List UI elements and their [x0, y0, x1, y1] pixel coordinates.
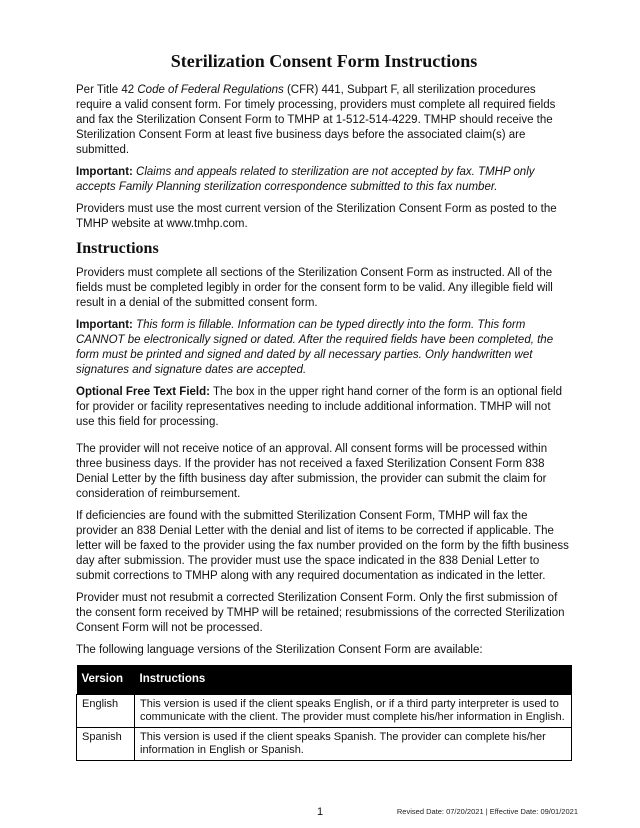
important-label: Important:	[76, 166, 133, 178]
intro-cfr-title: Code of Federal Regulations	[137, 84, 284, 96]
instructions-paragraph-versions: The following language versions of the Sterilization Consent Form are available:	[76, 644, 483, 656]
instructions-paragraph-approval: The provider will not receive notice of an approval. All consent forms will be processed within three business days. If the provider has not received a faxed Sterilization Consent Form 838 Denial Letter by the fifth business day after submission, the provider can submit the claim for consideration of reimbursement.	[76, 443, 548, 500]
instructions-paragraph-resubmit: Provider must not resubmit a corrected Sterilization Consent Form. Only the first submission of the consent form received by TMHP will be retained; resubmissions of the corrected Sterilization Consent Form will not be processed.	[76, 592, 565, 634]
document-page	[76, 50, 572, 761]
table-header-row	[77, 665, 572, 695]
intro-paragraph	[76, 83, 572, 158]
table-cell-instructions: This version is used if the client speaks English, or if a third party interpreter is used to communicate with the client. The provider must complete his/her information in English.	[135, 695, 572, 728]
document-title: Sterilization Consent Form Instructions	[170, 51, 478, 71]
table-cell-version: Spanish	[77, 728, 135, 761]
instructions-paragraph-1: Providers must complete all sections of the Sterilization Consent Form as instructed. All of the fields must be completed legibly in order for the consent form to be valid. Any illegible field will result in a denial of the submitted consent form.	[76, 267, 553, 309]
table-row	[77, 728, 572, 761]
important-label: Important:	[76, 319, 133, 331]
optional-field-text: The box in the upper right hand corner of the form is an optional field for provider or facility representatives needing to include additional information. TMHP will not use this field for processing.	[76, 386, 562, 428]
intro-important-note	[76, 165, 572, 195]
important-text: Claims and appeals related to sterilization are not accepted by fax. TMHP only accepts Family Planning sterilization correspondence submitted to this fax number.	[76, 166, 535, 193]
table-cell-version: English	[77, 695, 135, 728]
instructions-paragraph-deficiencies: If deficiencies are found with the submitted Sterilization Consent Form, TMHP will fax the provider an 838 Denial Letter with the denial and list of items to be corrected if applicable. The letter will be faxed to the provider using the fax number provided on the form by the fifth business day after submission. The provider must use the space indicated in the 838 Denial Letter to submit corrections to TMHP along with any required documentation as indicated in the letter.	[76, 510, 569, 582]
table-row	[77, 695, 572, 728]
optional-field-paragraph	[76, 385, 572, 430]
table-cell-instructions: This version is used if the client speaks Spanish. The provider can complete his/her information in English or Spanish.	[135, 728, 572, 761]
intro-text-end: (CFR) 441, Subpart F, all sterilization procedures require a valid consent form. For timely processing, providers must complete all required fields and fax the Sterilization Consent Form to TMHP at 1-512-514-4229. TMHP should receive the Sterilization Consent Form at least five business days before the associated claim(s) are submitted.	[76, 84, 556, 156]
intro-text-start: Per Title 42	[76, 84, 138, 96]
important-text: This form is fillable. Information can be typed directly into the form. This form CANNOT be electronically signed or dated. After the required fields have been completed, the form must be printed and signed and dated by all necessary parties. Only handwritten wet signatures and signature dates are accepted.	[76, 319, 554, 376]
versions-table	[76, 665, 572, 761]
revised-date: Revised Date: 07/20/2021 | Effective Date: 09/01/2021	[396, 807, 578, 816]
page-footer	[0, 806, 640, 820]
intro-website-paragraph: Providers must use the most current version of the Sterilization Consent Form as posted to the TMHP website at www.tmhp.com.	[76, 203, 557, 230]
table-header-instructions: Instructions	[135, 665, 572, 695]
table-header-version: Version	[77, 665, 135, 695]
page-number: 1	[316, 806, 324, 818]
section-heading-instructions: Instructions	[76, 240, 159, 257]
instructions-important-note	[76, 318, 572, 378]
optional-field-label: Optional Free Text Field:	[76, 386, 210, 398]
